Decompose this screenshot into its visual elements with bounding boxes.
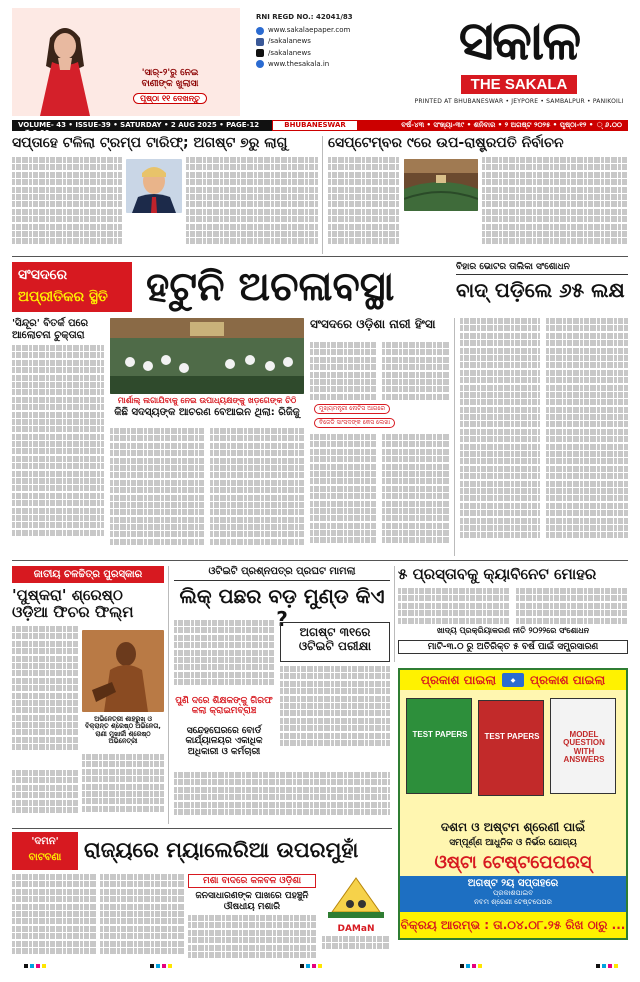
article-body [188, 915, 316, 959]
promo-box[interactable] [12, 8, 240, 116]
kicker: ଓଟିଇଟି ପ୍ରଶ୍ନପତ୍ର ପ୍ରଘଟ ମାମଲା [174, 566, 390, 581]
tag-line2: ବାଟବଣା [28, 852, 62, 863]
sub-headline: ମାଟି-୩.୦ ରୁ ଅତିରିକ୍ତ ୫ ବର୍ଷ ପାଇଁ ସମ୍ପ୍ରସାରଣ [398, 640, 628, 654]
info-column [256, 12, 406, 70]
sub-headline: ଖାଦ୍ୟ ପ୍ରକ୍ରିୟାକରଣ ନୀତି ୨୦୨୨ରେ ସଂଶୋଧନ [436, 626, 590, 635]
exam-headline: ଅଗଷ୍ଟ ୩୧ରେ ଓଟିଇଟି ପରୀକ୍ଷା [298, 625, 372, 653]
exam-box [280, 622, 390, 662]
article-body [12, 874, 96, 958]
article-body [322, 936, 390, 958]
edition-info: VOLUME- 43 • ISSUE-39 • SATURDAY • 2 AUG 2025 • PAGE-12 • ₹ 6.00 [12, 120, 272, 131]
facebook-icon [256, 38, 264, 46]
link-row[interactable] [256, 25, 406, 36]
x-icon [256, 49, 264, 57]
ad-line: ଓଷ୍ଟା ଟେଷ୍ଟପେପରସ୍ [434, 852, 592, 873]
headline: ୫ ପ୍ରସ୍ତାବକୁ କ୍ୟାବିନେଟ ମୋହର [398, 565, 597, 583]
book-cover [550, 698, 616, 794]
ad-band-line: ନବମ ଶ୍ରେଣୀ ଟେଷ୍ଟପେପର [474, 898, 552, 906]
article-body [280, 666, 390, 752]
ad-band-line: ଅଗଷ୍ଟ ୨ୟ ସପ୍ତାହରେ [467, 878, 559, 889]
story-otet-leak[interactable] [174, 566, 390, 826]
article-body [210, 428, 304, 556]
promo-line1: 'ସାର୍-୨'ରୁ ନେଇ [141, 68, 199, 78]
story-film-award[interactable] [12, 566, 164, 826]
daman-tag [12, 832, 78, 870]
ad-line: ଦଶମ ଓ ଅଷ୍ଟମ ଶ୍ରେଣୀ ପାଇଁ [440, 820, 586, 834]
ad-brand: ପ୍ରକାଶ ପାଇଲା [420, 672, 496, 687]
notice-pill: ମୁଖ୍ୟମନ୍ତ୍ରୀ ନୋଟିସ ଆଗରେ [314, 404, 390, 414]
trump-photo [126, 159, 182, 213]
daman-logo [322, 872, 390, 934]
ad-header [400, 670, 626, 690]
edition-bar [12, 120, 628, 137]
story-vice-president-election[interactable] [328, 135, 628, 255]
article-body [12, 626, 78, 766]
article-body [516, 588, 628, 624]
article-body [12, 770, 78, 824]
book-cover [478, 700, 544, 796]
story-odisha-women-violence[interactable] [310, 318, 450, 558]
award-tag: ଜାତୀୟ ଚଳଚ୍ଚିତ୍ର ପୁରସ୍କାର [12, 566, 164, 583]
parliament-hall-photo [404, 159, 478, 211]
headline: ସପ୍ତାହେ ଟଳିଲା ଟ୍ରମ୍ପ ଟାରିଫ୍; ଅଗଷ୍ଟ ୭ରୁ ଲାଗୁ [12, 135, 288, 151]
link-text[interactable]: www.thesakala.in [268, 59, 330, 68]
article-body-bihar [460, 318, 540, 556]
tag-line1: ସଂସଦରେ [18, 267, 68, 283]
link-text[interactable]: www.sakalaepaper.com [268, 26, 351, 35]
link-text[interactable]: /sakalanews [268, 48, 311, 57]
sub-headline: ସନ୍ଦେହଘେରରେ ବୋର୍ଡ କାର୍ଯ୍ୟାଳୟର ଏକାଧିକ ଅଧିକାରୀ ଓ କର୍ମଚାରୀ [185, 726, 263, 757]
ad-band [400, 876, 626, 912]
mosquito-net-icon [322, 872, 390, 920]
promo-text [104, 68, 236, 104]
book-cover [406, 698, 472, 794]
headline: ସେପ୍ଟେମ୍ବର ୯ରେ ଉପ-ରାଷ୍ଟ୍ରପତି ନିର୍ବାଚନ [328, 135, 564, 151]
rni-number: RNI REGD NO.: 42041/83 [256, 13, 353, 21]
print-registration-marks [0, 962, 640, 970]
mosquito-sub-block [188, 874, 316, 958]
ad-line: ସମ୍ପୂର୍ଣ୍ଣ ଆଧୁନିକ ଓ ନିର୍ଭର ଯୋଗ୍ୟ [449, 838, 577, 848]
article-body [186, 157, 318, 253]
daman-logo-text: DAMaN [337, 924, 375, 934]
article-body [12, 345, 104, 545]
sub-headline: ଜନସାଧାରଣଙ୍କ ପାଖରେ ପହଞ୍ଚୁନି ଔଷଧୀୟ ମଶାରି [195, 891, 309, 912]
logo-odia: ସକାଳ [458, 9, 580, 72]
headline: 'ପୁଷ୍କରା' ଶ୍ରେଷ୍ଠ ଓଡ଼ିଆ ଫିଚର ଫିଲ୍ମ [12, 586, 134, 622]
story-trump-tariff[interactable] [12, 135, 318, 255]
celebrity-photo [30, 18, 100, 116]
article-body [310, 342, 376, 402]
headline: 'ସିନ୍ଦୂର' ବିତର୍କ ପରେ ଆଲୋଚନା ଚୁକ୍ତାରା [12, 318, 89, 341]
article-body-bihar [546, 318, 628, 556]
sub-headline: କିଛି ସଦସ୍ୟଙ୍କ ଆଚରଣ ବେଆଇନ ଥିଲା: ରିଜିଜୁ [114, 407, 300, 419]
globe-icon [256, 27, 264, 35]
headline: ବାଦ୍ ପଡ଼ିଲେ ୬୫ ଲକ୍ଷ [456, 278, 625, 303]
sub-headline: ମଶା ବାଦରେ କଳବଳ ଓଡ଼ିଶା [188, 874, 316, 888]
article-body [382, 342, 450, 402]
link-row[interactable] [256, 48, 406, 59]
book-title: TEST PAPERS [412, 730, 468, 739]
film-still-photo [82, 630, 164, 712]
edition-info-odia: ବର୍ଷ-୪୩ • ସଂଖ୍ୟା-୩୯ • ଶନିବାର • ୨ ଅଗଷ୍ଟ ୨୦୨୫ • ପୃଷ୍ଠା-୧୨ • ୍ ୬.୦୦ [358, 120, 628, 131]
marshal-caption-block[interactable] [110, 396, 304, 424]
article-body [328, 157, 400, 253]
test-papers-ad[interactable] [398, 668, 628, 940]
sub-headline: ପୁଣି ଦରେ ଶିକ୍ଷକଙ୍କୁ ଗିରଫ କଲା କ୍ରାଇମବ୍ରାଞ୍ଚ [175, 696, 273, 717]
headline: ସଂସଦରେ ଓଡ଼ିଶା ନାରୀ ହିଂସା [310, 317, 436, 331]
book-title: TEST PAPERS [484, 732, 540, 741]
link-text[interactable]: /sakalanews [268, 37, 311, 46]
article-body [100, 874, 184, 958]
book-title: MODEL QUESTION WITH ANSWERS [563, 730, 605, 765]
link-row[interactable] [256, 36, 406, 47]
ad-brand: ପ୍ରକାଶ ପାଇଲା [530, 672, 606, 687]
masthead [12, 8, 628, 118]
article-body [382, 434, 450, 554]
tag-line2: ଅପ୍ରୀତିକର ସ୍ଥିତି [18, 289, 108, 305]
article-body [174, 772, 390, 824]
article-body [12, 157, 122, 253]
story-bihar-voter-list[interactable] [456, 262, 628, 312]
ad-sale-date: ବିକ୍ରୟ ଆରମ୍ଭ : ତା.୦୪.୦୮.୨୫ ରିଖ ଠାରୁ ... [400, 912, 626, 938]
article-body [110, 428, 204, 556]
newspaper-logo[interactable] [410, 8, 628, 118]
caption: ମାର୍ଶାଲ୍ ଲଗାଯିବାକୁ ନେଇ ଉପାଧ୍ୟକ୍ଷଙ୍କୁ ଖଡ଼ଗେଙ୍କ ଚିଠି [117, 396, 297, 405]
caption: ଅଭିନେତ୍ରୀ ଶାହରୁଖ୍ ଓ ବିକ୍ରାନ୍ତ ଶ୍ରେଷ୍ଠ ଅଭିନେତା, ରାଣୀ ମୁଖାର୍ଜୀ ଶ୍ରେଷ୍ଠ ଅଭିନେତ୍ରୀ [85, 715, 161, 746]
story-sindoor-debate[interactable] [12, 318, 104, 558]
edition-city: BHUBANESWAR [272, 120, 358, 131]
article-body [82, 754, 164, 824]
globe-icon [256, 60, 264, 68]
printed-at: PRINTED AT BHUBANESWAR • JEYPORE • SAMBALPUR • PANIKOILI [414, 98, 624, 105]
tag-line1: 'ଦମନ' [31, 836, 59, 847]
malaria-headline[interactable]: ରାଜ୍ୟରେ ମ୍ୟାଲେରିଆ ଉପରମୁହାଁ [84, 838, 359, 862]
notice-pill: ବିଜେଡି ସାଂସଦଙ୍କ କେସ ଲେଖା [314, 418, 395, 428]
kicker: ବିହାର ଭୋଟର ତାଲିକା ସଂଶୋଧନ [456, 262, 628, 275]
ad-band-line: ପ୍ରକାଶପାଇବ [493, 889, 533, 897]
parliament-tag [12, 262, 132, 312]
book-logo-icon: ◆ [502, 673, 524, 687]
article-body [310, 434, 376, 554]
promo-line2: ବାଣୀଙ୍କ ଖୁଲାସା [141, 78, 199, 89]
story-cabinet[interactable] [398, 566, 628, 664]
main-headline[interactable]: ହଟୁନି ଅଚଳାବସ୍ଥା [146, 264, 395, 310]
parliament-protest-photo [110, 318, 304, 394]
article-body [482, 157, 628, 253]
article-body [398, 588, 510, 624]
headline: ଲିକ୍ ପଛର ବଡ଼ ମୁଣ୍ଡ କିଏ ? [179, 583, 385, 631]
link-row[interactable] [256, 59, 406, 70]
article-body [174, 620, 274, 690]
promo-page-badge: ପୃଷ୍ଠା ୧୧ ଦେଖନ୍ତୁ [133, 93, 207, 105]
logo-english: THE SAKALA [461, 75, 578, 94]
